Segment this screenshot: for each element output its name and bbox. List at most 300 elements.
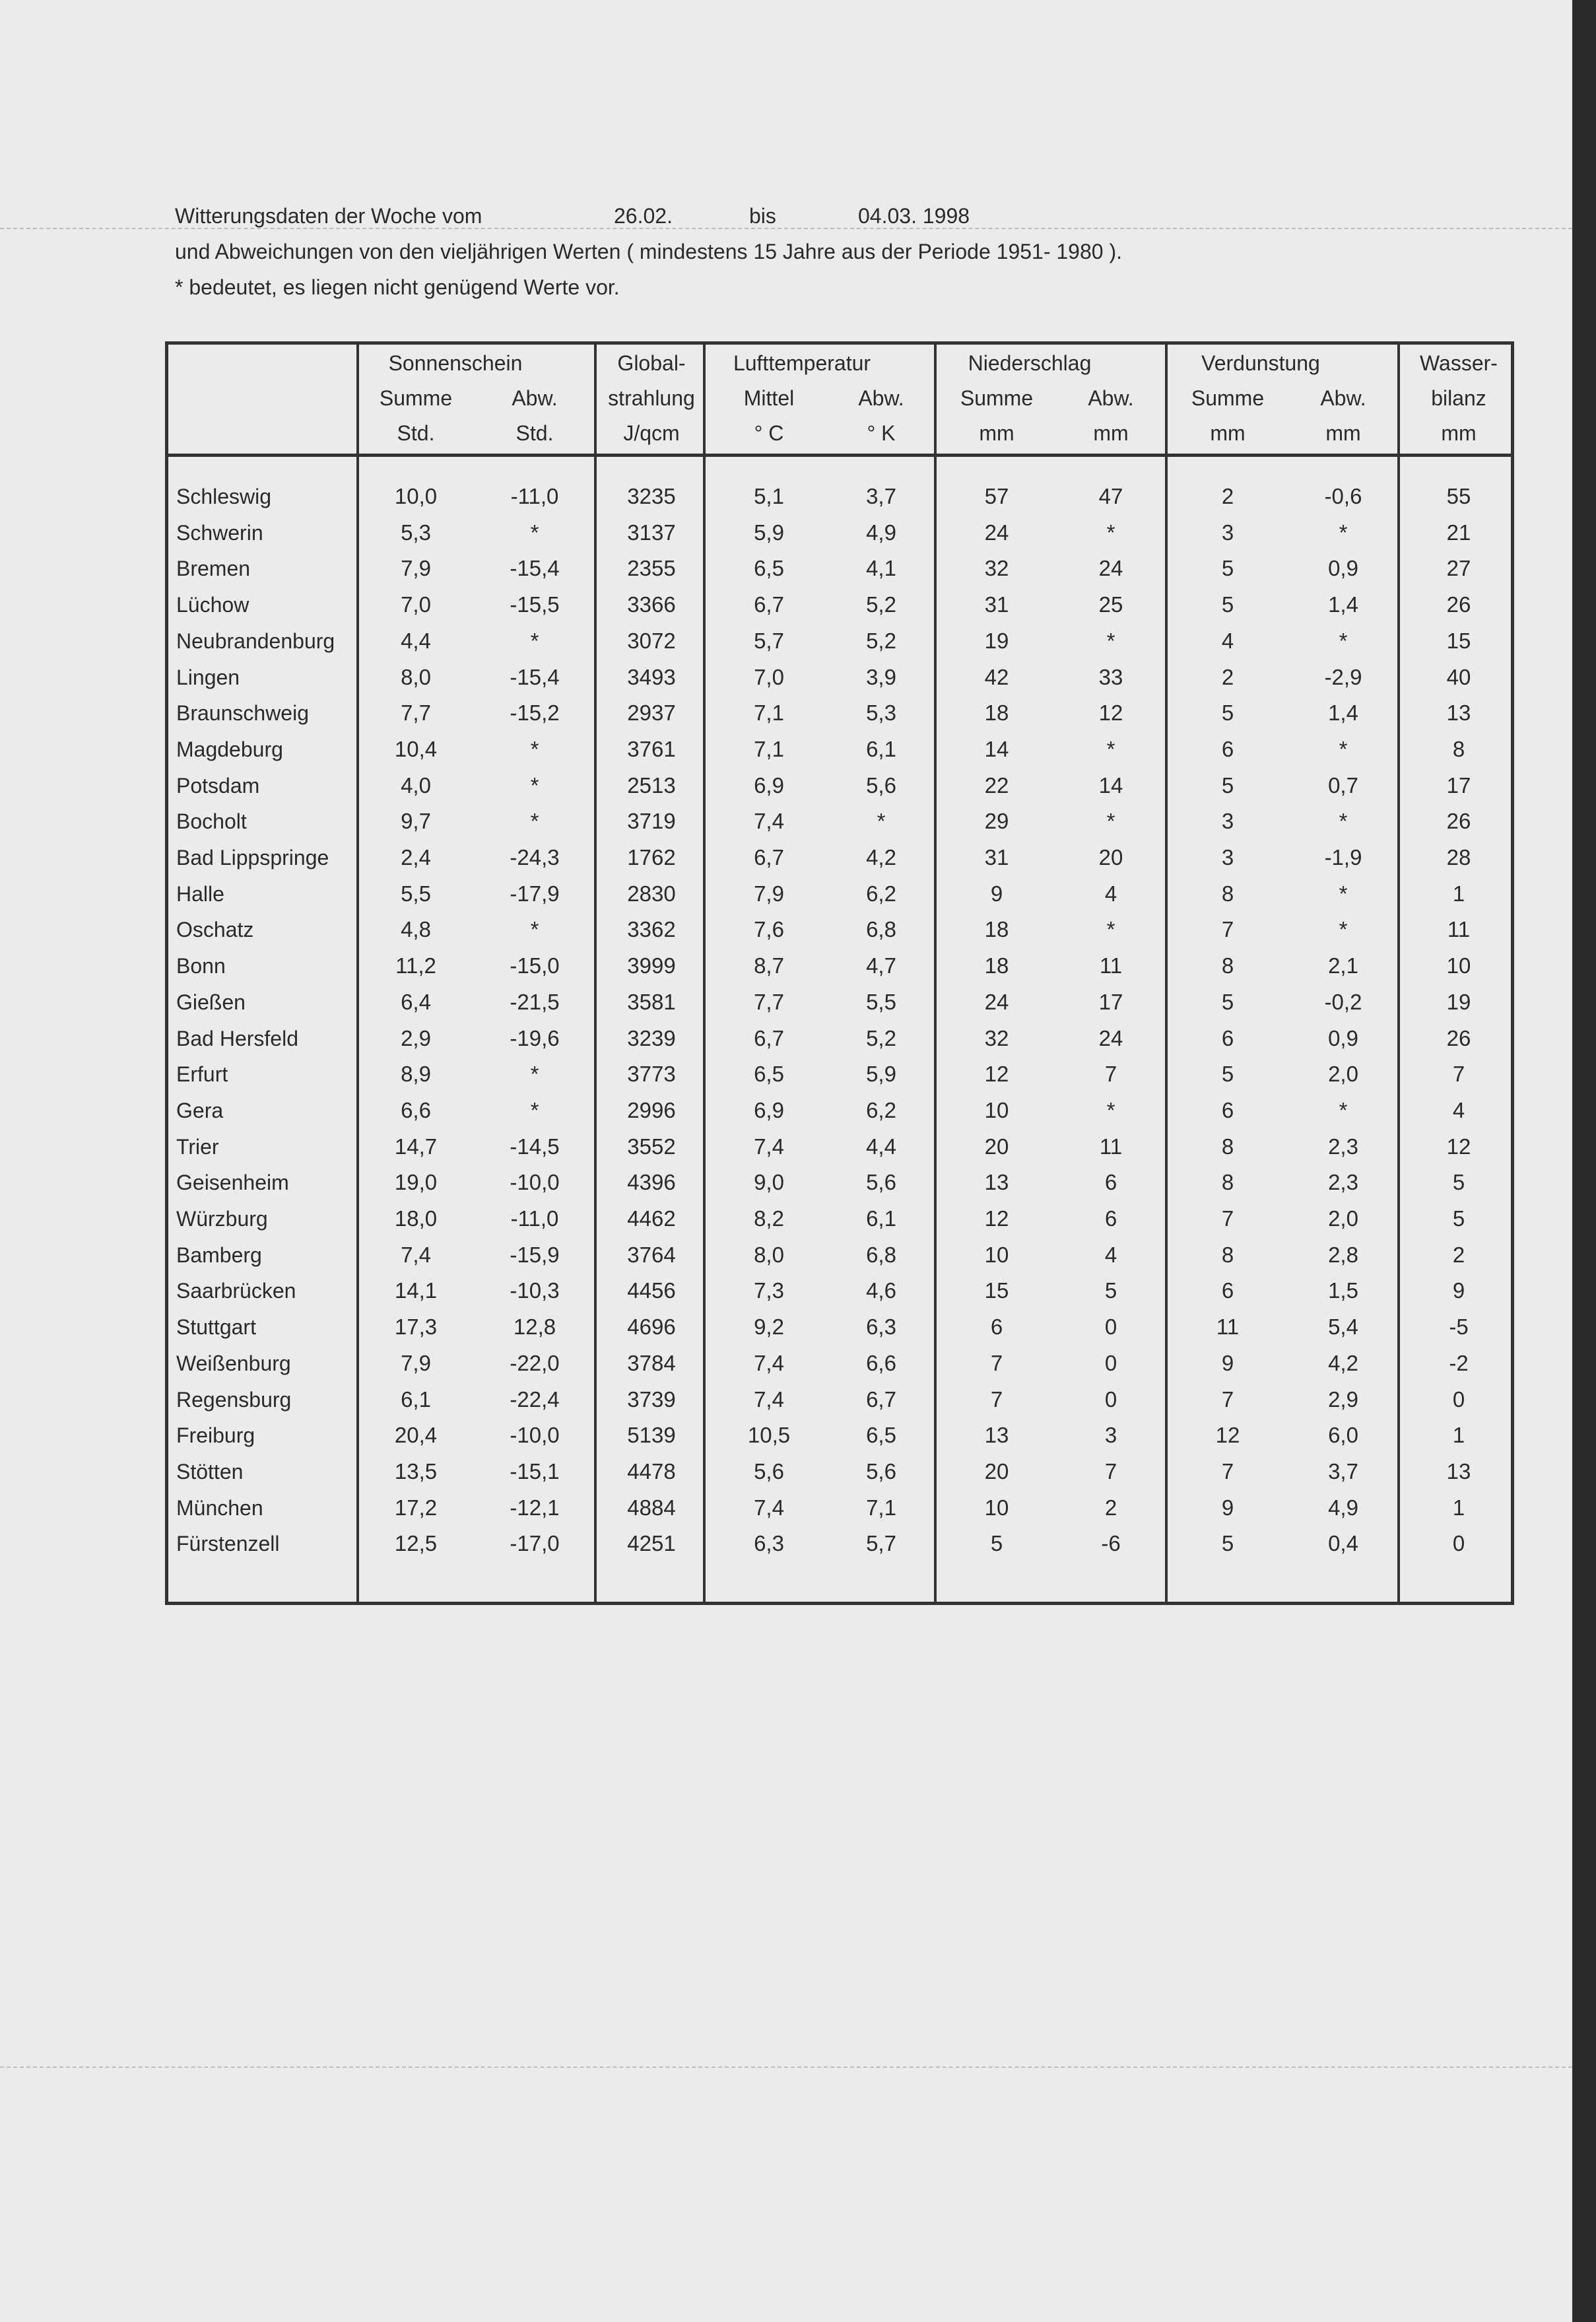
table-cell: 13 bbox=[984, 1423, 1009, 1448]
col-group-wasser: Wasser- bbox=[1420, 351, 1498, 375]
date-bis: bis bbox=[749, 204, 776, 228]
table-cell: -15,2 bbox=[510, 700, 560, 726]
table-cell: 7,6 bbox=[754, 917, 784, 942]
table-cell: * bbox=[1339, 917, 1348, 942]
table-cell: 5 bbox=[1221, 772, 1234, 798]
table-cell: 24 bbox=[984, 520, 1009, 545]
table-cell: 19 bbox=[984, 628, 1009, 653]
table-cell: -15,4 bbox=[510, 664, 560, 689]
table-cell: 8 bbox=[1452, 736, 1465, 761]
table-cell: 7,3 bbox=[754, 1278, 784, 1303]
table-cell: 4,8 bbox=[401, 917, 431, 942]
table-cell: * bbox=[530, 917, 539, 942]
station-name: Geisenheim bbox=[176, 1171, 289, 1195]
table-cell: 2,3 bbox=[1328, 1134, 1358, 1159]
table-cell: 5,2 bbox=[866, 628, 896, 653]
table-cell: 7,9 bbox=[754, 881, 784, 906]
col-sub-abw: Abw. bbox=[858, 386, 904, 410]
table-cell: 18,0 bbox=[394, 1206, 438, 1231]
table-cell: * bbox=[1106, 628, 1115, 653]
table-cell: 3072 bbox=[627, 628, 676, 653]
table-cell: 3239 bbox=[627, 1025, 676, 1050]
table-cell: 6 bbox=[1221, 736, 1234, 761]
table-cell: 9 bbox=[1221, 1495, 1234, 1520]
col-sub-abw: Abw. bbox=[512, 386, 558, 410]
table-cell: 3784 bbox=[627, 1350, 676, 1375]
table-cell: 4 bbox=[1104, 881, 1117, 906]
table-cell: 10 bbox=[984, 1242, 1009, 1267]
table-row bbox=[168, 1237, 1511, 1273]
table-cell: 12,8 bbox=[513, 1315, 556, 1340]
table-cell: 10,0 bbox=[394, 484, 438, 508]
table-cell: 18 bbox=[984, 917, 1009, 942]
table-cell: 2830 bbox=[627, 881, 676, 906]
table-cell: 7,9 bbox=[401, 1350, 431, 1375]
table-cell: * bbox=[1106, 917, 1115, 942]
table-cell: * bbox=[530, 736, 539, 761]
col-unit: Std. bbox=[397, 421, 435, 445]
table-cell: 14,1 bbox=[394, 1278, 438, 1303]
table-row bbox=[168, 623, 1511, 659]
col-unit: mm bbox=[1325, 421, 1361, 445]
table-cell: -12,1 bbox=[510, 1495, 560, 1520]
table-cell: 3235 bbox=[627, 484, 676, 508]
station-name: Oschatz bbox=[176, 918, 254, 942]
table-cell: 0 bbox=[1452, 1386, 1465, 1412]
table-cell: 4,0 bbox=[401, 772, 431, 798]
table-cell: 4 bbox=[1104, 1242, 1117, 1267]
station-name: Freiburg bbox=[176, 1423, 255, 1448]
table-cell: 2937 bbox=[627, 700, 676, 726]
col-group-niederschlag: Niederschlag bbox=[968, 351, 1092, 375]
table-cell: 5 bbox=[1221, 1062, 1234, 1087]
table-row bbox=[168, 1346, 1511, 1381]
table-cell: 26 bbox=[1446, 1025, 1471, 1050]
station-name: Bonn bbox=[176, 954, 226, 978]
table-cell: 5,6 bbox=[866, 1458, 896, 1484]
table-cell: 2996 bbox=[627, 1097, 676, 1122]
table-cell: 20 bbox=[984, 1134, 1009, 1159]
table-cell: 7,7 bbox=[401, 700, 431, 726]
table-cell: -22,0 bbox=[510, 1350, 560, 1375]
table-cell: 7 bbox=[1221, 917, 1234, 942]
table-cell: 9,2 bbox=[754, 1315, 784, 1340]
station-name: Regensburg bbox=[176, 1387, 292, 1412]
table-cell: 0 bbox=[1104, 1315, 1117, 1340]
station-name: Fürstenzell bbox=[176, 1532, 280, 1556]
table-row bbox=[168, 912, 1511, 947]
scan-artifact-line bbox=[0, 2066, 1572, 2068]
table-cell: 5 bbox=[1104, 1278, 1117, 1303]
table-cell: 7 bbox=[1221, 1458, 1234, 1484]
table-cell: 14 bbox=[984, 736, 1009, 761]
table-cell: 47 bbox=[1098, 484, 1123, 508]
table-cell: 24 bbox=[1098, 1025, 1123, 1050]
table-cell: -17,9 bbox=[510, 881, 560, 906]
col-sub-abw: Abw. bbox=[1088, 386, 1134, 410]
table-cell: 3761 bbox=[627, 736, 676, 761]
table-cell: 14,7 bbox=[394, 1134, 438, 1159]
table-cell: 5,6 bbox=[866, 772, 896, 798]
table-cell: * bbox=[877, 809, 886, 834]
table-cell: 3 bbox=[1221, 520, 1234, 545]
col-group-verdunstung: Verdunstung bbox=[1201, 351, 1320, 375]
station-name: Gera bbox=[176, 1098, 224, 1122]
table-row bbox=[168, 695, 1511, 731]
table-cell: 12 bbox=[1446, 1134, 1471, 1159]
table-cell: 3,7 bbox=[1328, 1458, 1358, 1484]
table-cell: 55 bbox=[1446, 484, 1471, 508]
table-cell: 5 bbox=[1221, 592, 1234, 617]
table-cell: 4478 bbox=[627, 1458, 676, 1484]
table-cell: 0,9 bbox=[1328, 556, 1358, 581]
col-group-lufttemperatur: Lufttemperatur bbox=[733, 351, 871, 375]
table-cell: 8 bbox=[1221, 881, 1234, 906]
table-row bbox=[168, 1417, 1511, 1453]
table-cell: 10,4 bbox=[394, 736, 438, 761]
table-cell: -10,0 bbox=[510, 1423, 560, 1448]
table-cell: 8 bbox=[1221, 953, 1234, 978]
table-cell: 9 bbox=[1221, 1350, 1234, 1375]
table-cell: 18 bbox=[984, 953, 1009, 978]
table-cell: 7,1 bbox=[754, 700, 784, 726]
table-cell: * bbox=[1339, 1097, 1348, 1122]
station-name: Bamberg bbox=[176, 1243, 262, 1267]
table-cell: 18 bbox=[984, 700, 1009, 726]
table-cell: 7 bbox=[1104, 1062, 1117, 1087]
table-cell: 8,2 bbox=[754, 1206, 784, 1231]
table-cell: 2,9 bbox=[1328, 1386, 1358, 1412]
table-row bbox=[168, 515, 1511, 551]
table-cell: 25 bbox=[1098, 592, 1123, 617]
table-cell: -2,9 bbox=[1324, 664, 1362, 689]
col-unit: ° K bbox=[867, 421, 896, 445]
table-cell: 3552 bbox=[627, 1134, 676, 1159]
table-row bbox=[168, 1056, 1511, 1092]
table-cell: 22 bbox=[984, 772, 1009, 798]
table-cell: * bbox=[1106, 736, 1115, 761]
table-cell: 0 bbox=[1104, 1350, 1117, 1375]
table-cell: 5,1 bbox=[754, 484, 784, 508]
table-cell: 5 bbox=[1221, 1531, 1234, 1556]
table-cell: 2 bbox=[1452, 1242, 1465, 1267]
table-cell: -0,2 bbox=[1324, 989, 1362, 1014]
table-cell: 5 bbox=[1452, 1170, 1465, 1195]
table-cell: 1 bbox=[1452, 881, 1465, 906]
table-cell: 3137 bbox=[627, 520, 676, 545]
table-row bbox=[168, 1201, 1511, 1237]
table-cell: * bbox=[530, 809, 539, 834]
table-cell: 0 bbox=[1452, 1531, 1465, 1556]
table-row bbox=[168, 840, 1511, 875]
table-cell: 32 bbox=[984, 556, 1009, 581]
table-cell: 6,6 bbox=[401, 1097, 431, 1122]
table-cell: 4396 bbox=[627, 1170, 676, 1195]
table-cell: 7,7 bbox=[754, 989, 784, 1014]
table-cell: 7 bbox=[990, 1386, 1003, 1412]
table-cell: 5,9 bbox=[866, 1062, 896, 1087]
table-cell: 1 bbox=[1452, 1495, 1465, 1520]
table-cell: 57 bbox=[984, 484, 1009, 508]
table-cell: -6 bbox=[1101, 1531, 1121, 1556]
table-cell: 5,9 bbox=[754, 520, 784, 545]
table-cell: 12 bbox=[1098, 700, 1123, 726]
station-name: Bad Hersfeld bbox=[176, 1026, 298, 1050]
table-cell: 4,4 bbox=[401, 628, 431, 653]
table-cell: 31 bbox=[984, 845, 1009, 870]
table-cell: -15,5 bbox=[510, 592, 560, 617]
station-name: Bad Lippspringe bbox=[176, 846, 329, 870]
table-cell: 3,9 bbox=[866, 664, 896, 689]
table-cell: -15,0 bbox=[510, 953, 560, 978]
table-cell: 12 bbox=[984, 1206, 1009, 1231]
table-cell: 12 bbox=[984, 1062, 1009, 1087]
table-cell: 6,8 bbox=[866, 1242, 896, 1267]
table-cell: 17 bbox=[1446, 772, 1471, 798]
table-cell: 4,2 bbox=[866, 845, 896, 870]
table-cell: 42 bbox=[984, 664, 1009, 689]
table-cell: 14 bbox=[1098, 772, 1123, 798]
table-cell: 26 bbox=[1446, 592, 1471, 617]
table-cell: 5 bbox=[1221, 700, 1234, 726]
table-cell: 13 bbox=[1446, 700, 1471, 726]
table-cell: 7,0 bbox=[401, 592, 431, 617]
date-to: 04.03. 1998 bbox=[858, 204, 970, 228]
table-cell: 4884 bbox=[627, 1495, 676, 1520]
table-cell: -22,4 bbox=[510, 1386, 560, 1412]
station-name: München bbox=[176, 1495, 263, 1520]
table-cell: 11 bbox=[1099, 1134, 1123, 1159]
col-group-sonnenschein: Sonnenschein bbox=[388, 351, 523, 375]
table-cell: 11 bbox=[1099, 953, 1123, 978]
table-cell: 5 bbox=[990, 1531, 1003, 1556]
table-cell: 3362 bbox=[627, 917, 676, 942]
station-name: Bremen bbox=[176, 557, 251, 581]
table-cell: 31 bbox=[984, 592, 1009, 617]
table-cell: 5,7 bbox=[754, 628, 784, 653]
table-cell: * bbox=[1106, 809, 1115, 834]
table-row bbox=[168, 948, 1511, 984]
table-cell: 0,7 bbox=[1328, 772, 1358, 798]
table-cell: 21 bbox=[1446, 520, 1471, 545]
table-cell: 8,9 bbox=[401, 1062, 431, 1087]
table-cell: 6,0 bbox=[1328, 1423, 1358, 1448]
table-cell: 4456 bbox=[627, 1278, 676, 1303]
table-row bbox=[168, 1490, 1511, 1526]
table-cell: 3739 bbox=[627, 1386, 676, 1412]
col-sub-summe: Summe bbox=[379, 386, 453, 410]
table-cell: 2,8 bbox=[1328, 1242, 1358, 1267]
table-cell: -11,0 bbox=[510, 1206, 559, 1231]
table-cell: 12,5 bbox=[394, 1531, 438, 1556]
table-cell: 9,0 bbox=[754, 1170, 784, 1195]
table-cell: 40 bbox=[1446, 664, 1471, 689]
table-cell: -24,3 bbox=[510, 845, 560, 870]
table-cell: * bbox=[1339, 736, 1348, 761]
table-cell: -15,1 bbox=[510, 1458, 560, 1484]
table-cell: 2,4 bbox=[401, 845, 431, 870]
table-cell: 6,3 bbox=[754, 1531, 784, 1556]
table-cell: -10,0 bbox=[510, 1170, 560, 1195]
table-cell: 3 bbox=[1221, 845, 1234, 870]
table-cell: 10,5 bbox=[747, 1423, 791, 1448]
table-cell: 5 bbox=[1221, 989, 1234, 1014]
table-row bbox=[168, 660, 1511, 695]
table-cell: 3366 bbox=[627, 592, 676, 617]
station-name: Lüchow bbox=[176, 593, 249, 617]
table-cell: 7 bbox=[1221, 1386, 1234, 1412]
station-name: Schwerin bbox=[176, 520, 263, 545]
col-unit: J/qcm bbox=[623, 421, 680, 445]
table-cell: -21,5 bbox=[510, 989, 560, 1014]
table-cell: 6 bbox=[1104, 1206, 1117, 1231]
table-cell: 29 bbox=[984, 809, 1009, 834]
table-cell: 2 bbox=[1221, 664, 1234, 689]
table-cell: 7 bbox=[1221, 1206, 1234, 1231]
col-unit: mm bbox=[1210, 421, 1246, 445]
table-cell: 2,9 bbox=[401, 1025, 431, 1050]
table-cell: * bbox=[530, 1097, 539, 1122]
table-cell: 6,2 bbox=[866, 881, 896, 906]
table-cell: 5,6 bbox=[866, 1170, 896, 1195]
table-cell: 10 bbox=[984, 1495, 1009, 1520]
table-cell: 6,1 bbox=[866, 736, 896, 761]
table-cell: 3,7 bbox=[866, 484, 896, 508]
table-cell: 28 bbox=[1446, 845, 1471, 870]
table-cell: 2,0 bbox=[1328, 1062, 1358, 1087]
table-cell: 5,4 bbox=[1328, 1315, 1358, 1340]
date-from: 26.02. bbox=[614, 204, 673, 228]
table-row bbox=[168, 587, 1511, 623]
table-cell: * bbox=[1339, 520, 1348, 545]
table-cell: 3 bbox=[1104, 1423, 1117, 1448]
table-cell: 6,1 bbox=[401, 1386, 431, 1412]
table-cell: 8 bbox=[1221, 1242, 1234, 1267]
table-cell: 20 bbox=[984, 1458, 1009, 1484]
table-cell: 6,1 bbox=[866, 1206, 896, 1231]
table-cell: 6,3 bbox=[866, 1315, 896, 1340]
table-cell: 6,4 bbox=[401, 989, 431, 1014]
table-cell: * bbox=[530, 772, 539, 798]
table-cell: 2 bbox=[1104, 1495, 1117, 1520]
table-cell: * bbox=[530, 1062, 539, 1087]
table-cell: 9 bbox=[1452, 1278, 1465, 1303]
table-cell: 2355 bbox=[627, 556, 676, 581]
table-row bbox=[168, 1454, 1511, 1489]
table-row bbox=[168, 803, 1511, 839]
table-cell: 4,9 bbox=[1328, 1495, 1358, 1520]
table-cell: -5 bbox=[1449, 1315, 1469, 1340]
table-cell: 1,4 bbox=[1328, 592, 1358, 617]
table-cell: 8,0 bbox=[401, 664, 431, 689]
table-cell: 3581 bbox=[627, 989, 676, 1014]
table-cell: 17,2 bbox=[394, 1495, 438, 1520]
table-cell: 5 bbox=[1452, 1206, 1465, 1231]
table-cell: 7,9 bbox=[401, 556, 431, 581]
table-cell: 2,3 bbox=[1328, 1170, 1358, 1195]
table-cell: 7 bbox=[1104, 1458, 1117, 1484]
table-row bbox=[168, 1309, 1511, 1345]
table-cell: 19,0 bbox=[394, 1170, 438, 1195]
table-cell: 6 bbox=[1104, 1170, 1117, 1195]
table-cell: 26 bbox=[1446, 809, 1471, 834]
station-name: Würzburg bbox=[176, 1207, 268, 1231]
table-row bbox=[168, 1129, 1511, 1165]
station-name: Saarbrücken bbox=[176, 1279, 296, 1303]
table-cell: 7,4 bbox=[754, 1134, 784, 1159]
table-cell: 6,7 bbox=[866, 1386, 896, 1412]
table-cell: 4,1 bbox=[866, 556, 896, 581]
table-cell: 7,4 bbox=[754, 809, 784, 834]
table-row bbox=[168, 1093, 1511, 1128]
scan-edge bbox=[1572, 0, 1596, 2322]
table-cell: 6,7 bbox=[754, 845, 784, 870]
table-cell: 0 bbox=[1104, 1386, 1117, 1412]
table-cell: 9,7 bbox=[401, 809, 431, 834]
col-unit: mm bbox=[979, 421, 1014, 445]
table-cell: 4,6 bbox=[866, 1278, 896, 1303]
table-cell: 10 bbox=[1446, 953, 1471, 978]
table-cell: -15,4 bbox=[510, 556, 560, 581]
table-row bbox=[168, 732, 1511, 767]
table-cell: -2 bbox=[1449, 1350, 1469, 1375]
table-row bbox=[168, 876, 1511, 912]
table-cell: 3999 bbox=[627, 953, 676, 978]
table-cell: 19 bbox=[1446, 989, 1471, 1014]
table-cell: 7,4 bbox=[754, 1386, 784, 1412]
table-cell: 4,2 bbox=[1328, 1350, 1358, 1375]
table-cell: 6,5 bbox=[866, 1423, 896, 1448]
station-name: Halle bbox=[176, 881, 224, 906]
table-cell: 7,0 bbox=[754, 664, 784, 689]
table-cell: 5,2 bbox=[866, 1025, 896, 1050]
table-cell: 7,4 bbox=[754, 1495, 784, 1520]
table-cell: 17 bbox=[1098, 989, 1123, 1014]
table-cell: 6 bbox=[1221, 1097, 1234, 1122]
table-cell: 5139 bbox=[627, 1423, 676, 1448]
table-row bbox=[168, 1165, 1511, 1200]
table-cell: 4462 bbox=[627, 1206, 676, 1231]
station-name: Weißenburg bbox=[176, 1351, 291, 1375]
table-cell: 8 bbox=[1221, 1134, 1234, 1159]
station-name: Neubrandenburg bbox=[176, 629, 335, 653]
table-cell: 3719 bbox=[627, 809, 676, 834]
table-cell: 5,5 bbox=[401, 881, 431, 906]
table-cell: 8,0 bbox=[754, 1242, 784, 1267]
table-cell: * bbox=[1106, 1097, 1115, 1122]
table-cell: -11,0 bbox=[510, 484, 559, 508]
weather-table bbox=[165, 341, 1514, 1605]
table-cell: 5,2 bbox=[866, 592, 896, 617]
station-name: Stötten bbox=[176, 1459, 244, 1484]
table-cell: * bbox=[1339, 628, 1348, 653]
table-row bbox=[168, 479, 1511, 514]
table-cell: 3493 bbox=[627, 664, 676, 689]
table-row bbox=[168, 1021, 1511, 1056]
table-cell: 15 bbox=[984, 1278, 1009, 1303]
table-cell: 6 bbox=[990, 1315, 1003, 1340]
table-cell: 13,5 bbox=[394, 1458, 438, 1484]
table-cell: 13 bbox=[984, 1170, 1009, 1195]
table-cell: 9 bbox=[990, 881, 1003, 906]
table-cell: 2,0 bbox=[1328, 1206, 1358, 1231]
col-sub-summe: Summe bbox=[960, 386, 1034, 410]
table-cell: 5,3 bbox=[866, 700, 896, 726]
table-cell: 8 bbox=[1221, 1170, 1234, 1195]
station-name: Schleswig bbox=[176, 485, 272, 508]
table-cell: 24 bbox=[984, 989, 1009, 1014]
table-cell: 6,7 bbox=[754, 1025, 784, 1050]
